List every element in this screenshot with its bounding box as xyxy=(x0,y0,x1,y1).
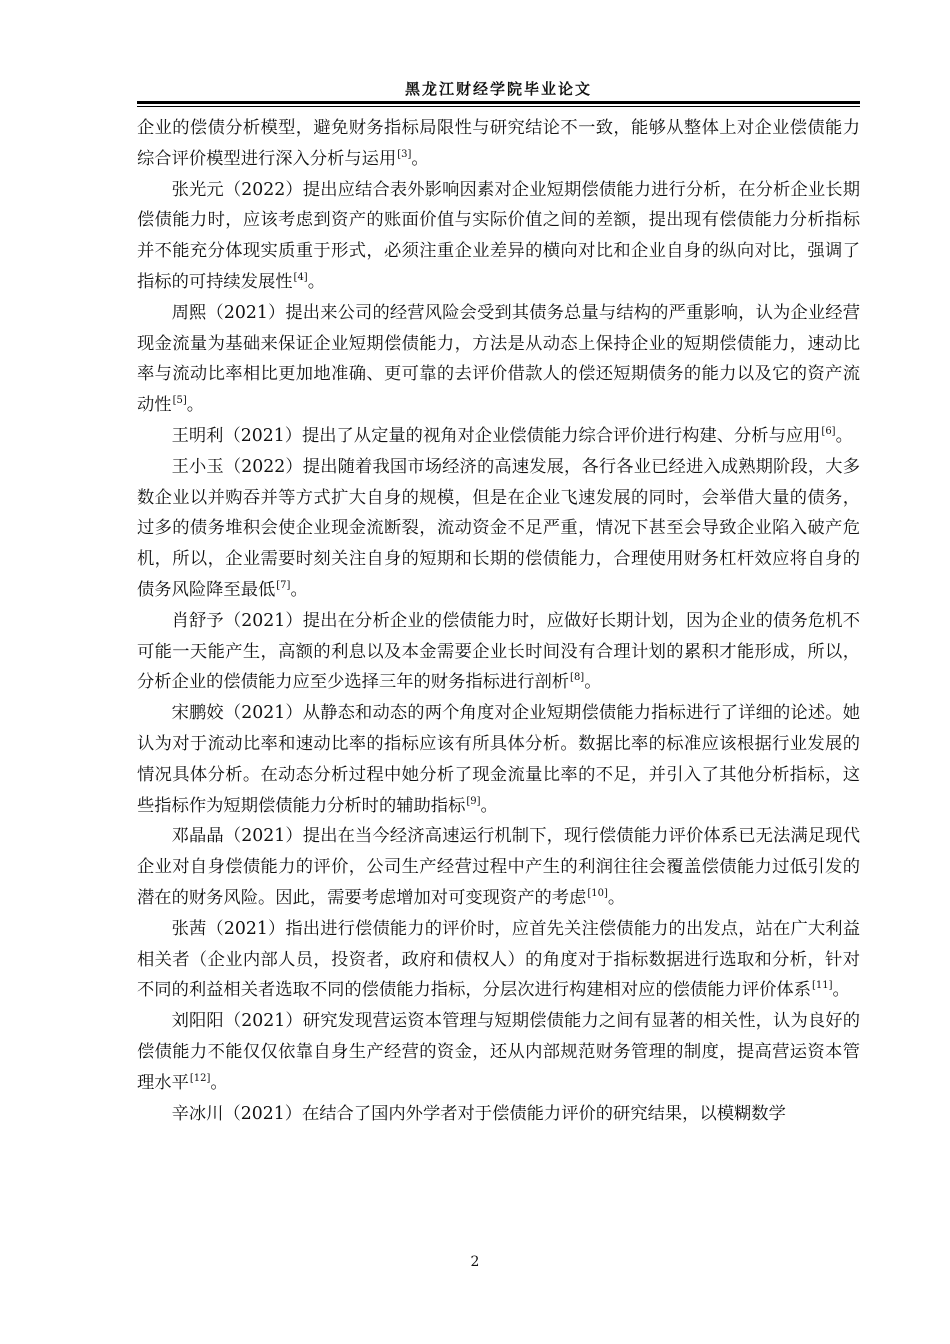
paragraph: 刘阳阳（2021）研究发现营运资本管理与短期偿债能力之间有显著的相关性，认为良好的偿债能力不能仅仅依靠自身生产经营的资金，还从内部规范财务管理的制度，提高营运资本管理水平[12]。 xyxy=(137,1011,860,1093)
paragraph: 企业的偿债分析模型，避免财务指标局限性与研究结论不一致，能够从整体上对企业偿债能力综合评价模型进行深入分析与运用[3]。 xyxy=(137,118,860,169)
citation-mark: [5] xyxy=(172,395,187,407)
paragraph: 张茜（2021）指出进行偿债能力的评价时，应首先关注偿债能力的出发点，站在广大利益相关者（企业内部人员，投资者，政府和债权人）的角度对于指标数据进行选取和分析，针对不同的利益相关者选取不同的偿债能力指标，分层次进行构建相对应的偿债能力评价体系[11]。 xyxy=(137,918,860,1001)
running-header: 黑龙江财经学院毕业论文 xyxy=(404,80,592,98)
page-number: 2 xyxy=(470,1254,480,1270)
citation-mark: [10] xyxy=(587,887,608,899)
paragraph: 邓晶晶（2021）提出在当今经济高速运行机制下，现行偿债能力评价体系已无法满足现代企业对自身偿债能力的评价，公司生产经营过程中产生的利润往往会覆盖偿债能力过低引发的潜在的财务风险。因此，需要考虑增加对可变现资产的考虑[10]。 xyxy=(137,826,860,908)
paragraph: 肖舒予（2021）提出在分析企业的偿债能力时，应做好长期计划，因为企业的债务危机不可能一天能产生，高额的利息以及本金需要企业长时间没有合理计划的累积才能形成，所以，分析企业的偿债能力应至少选择三年的财务指标进行剖析[8]。 xyxy=(137,610,860,693)
header-rule-thin xyxy=(137,106,860,107)
citation-mark: [7] xyxy=(276,579,291,591)
citation-mark: [11] xyxy=(811,980,833,992)
citation-mark: [9] xyxy=(466,795,481,807)
paragraph: 王明利（2021）提出了从定量的视角对企业偿债能力综合评价进行构建、分析与应用[6]。 xyxy=(171,425,853,446)
paragraph: 宋鹏姣（2021）从静态和动态的两个角度对企业短期偿债能力指标进行了详细的论述。她认为对于流动比率和速动比率的指标应该有所具体分析。数据比率的标准应该根据行业发展的情况具体分析。在动态分析过程中她分析了现金流量比率的不足，并引入了其他分析指标，这些指标作为短期偿债能力分析时的辅助指标[9]。 xyxy=(137,703,860,816)
citation-mark: [4] xyxy=(293,271,308,283)
paragraph: 辛冰川（2021）在结合了国内外学者对于偿债能力评价的研究结果，以模糊数学 xyxy=(171,1103,786,1124)
citation-mark: [6] xyxy=(821,425,836,437)
paragraph: 张光元（2022）提出应结合表外影响因素对企业短期偿债能力进行分析，在分析企业长期偿债能力时，应该考虑到资产的账面价值与实际价值之间的差额，提出现有偿债能力分析指标并不能充分体现实质重于形式，必须注重企业差异的横向对比和企业自身的纵向对比，强调了指标的可持续发展性[4]。 xyxy=(137,179,860,292)
citation-mark: [12] xyxy=(189,1072,211,1084)
paragraph: 周熙（2021）提出来公司的经营风险会受到其债务总量与结构的严重影响，认为企业经营现金流量为基础来保证企业短期偿债能力，方法是从动态上保持企业的短期偿债能力，速动比率与流动比率相比更加地准确、更可靠的去评价借款人的偿还短期债务的能力以及它的资产流动性[5]。 xyxy=(137,302,860,416)
header-rule-thick xyxy=(137,101,860,104)
citation-mark: [3] xyxy=(397,148,412,160)
citation-mark: [8] xyxy=(570,672,585,684)
paragraph: 王小玉（2022）提出随着我国市场经济的高速发展，各行各业已经进入成熟期阶段，大多数企业以并购吞并等方式扩大自身的规模，但是在企业飞速发展的同时，会举借大量的债务，过多的债务堆积会使企业现金流断裂，流动资金不足严重，情况下甚至会导致企业陷入破产危机，所以，企业需要时刻关注自身的短期和长期的偿债能力，合理使用财务杠杆效应将自身的债务风险降至最低[7]。 xyxy=(137,456,860,600)
body-text xyxy=(137,113,860,1129)
